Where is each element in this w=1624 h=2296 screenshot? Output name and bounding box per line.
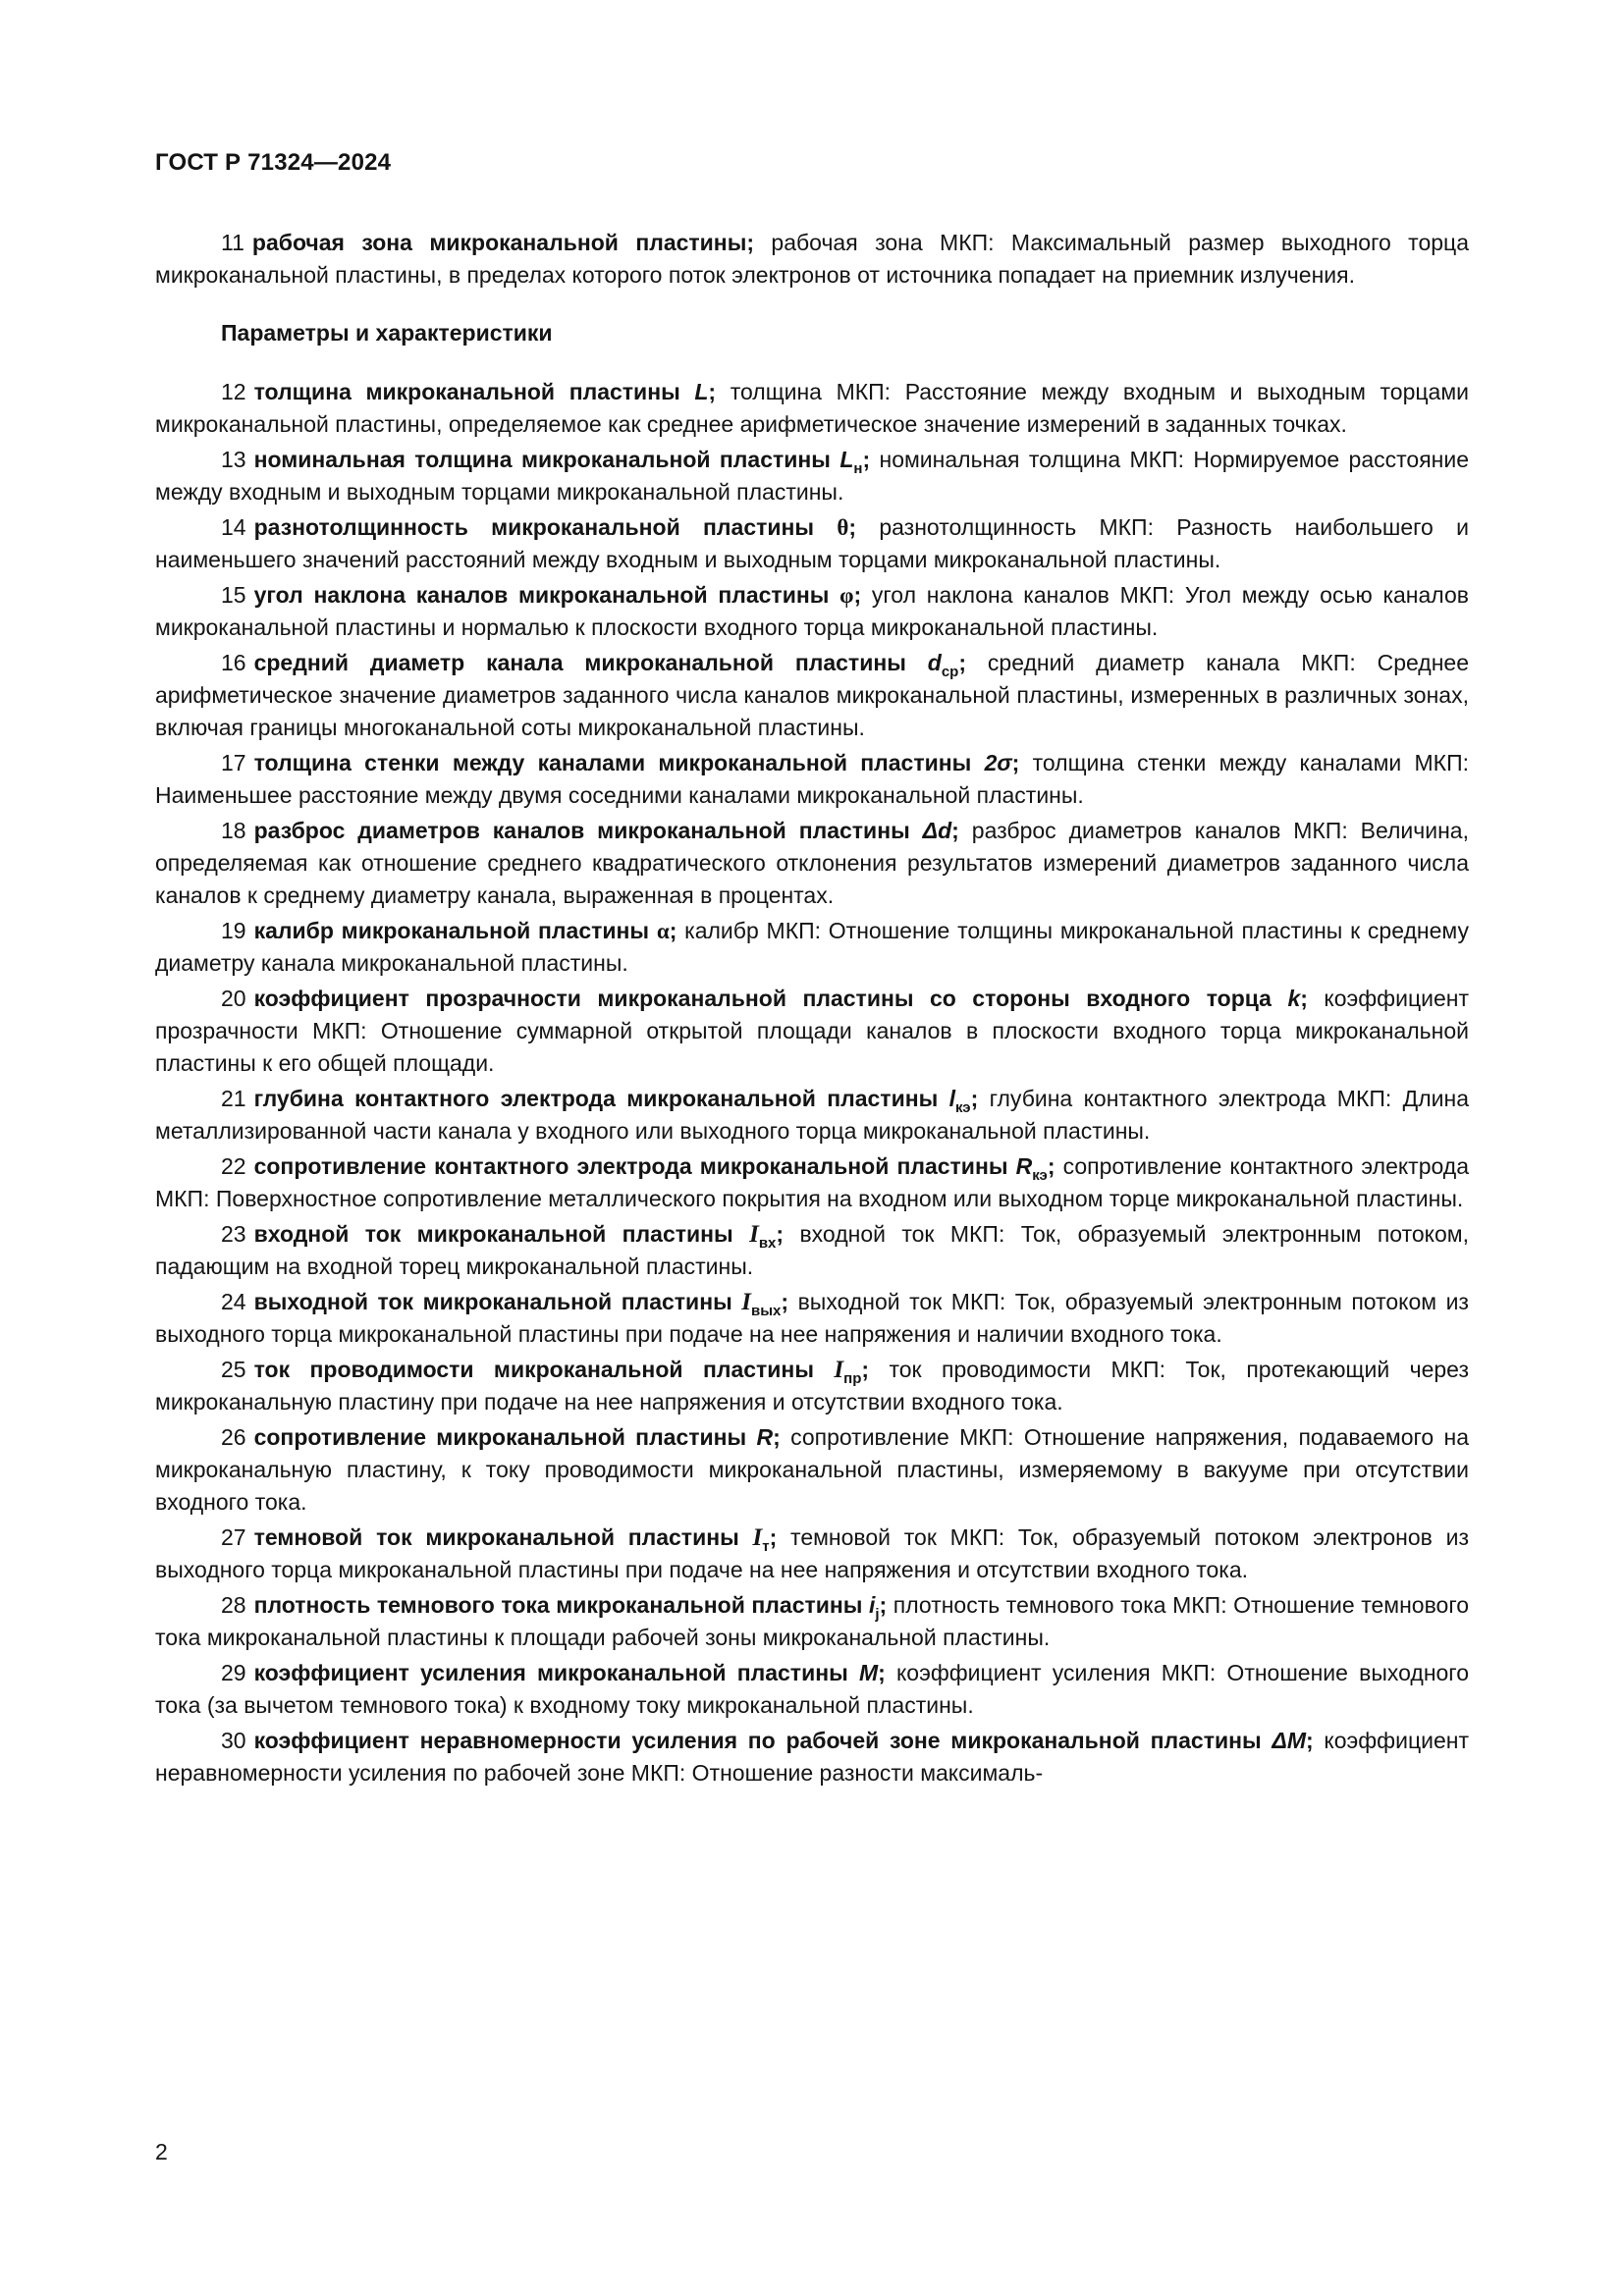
entry-number: 19 [221,918,246,943]
entry-term: разброс диаметров каналов микроканальной пластины [253,818,923,843]
entry-definition: номинальная толщина МКП: Нормируемое расстояние между входным и выходным торцами микроканальной пластины. [155,447,1469,505]
entry-term-terminator: ; [1047,1153,1056,1179]
entry-number: 11 [221,230,244,255]
entry-definition: входной ток МКП: Ток, образуемый электронным потоком, падающим на входной торец микроканальной пластины. [155,1221,1469,1279]
entry-symbol: L [839,447,854,472]
entry-number: 28 [221,1592,246,1618]
entry-symbol: R [1015,1153,1033,1179]
term-entry-20 [155,983,1469,1080]
entry-symbol-subscript: кэ [955,1099,971,1116]
term-entry-13 [155,444,1469,508]
entry-symbol: I [741,1289,751,1315]
entry-term: ток проводимости микроканальной пластины [253,1357,835,1382]
entry-number: 13 [221,447,246,472]
entry-number: 21 [221,1086,246,1111]
entry-term-terminator: ; [1300,986,1308,1011]
entry-number: 12 [221,379,246,404]
entry-symbol-subscript: пр [843,1370,862,1387]
entry-number: 24 [221,1289,246,1314]
entry-term-terminator: ; [853,582,862,608]
entry-term: рабочая зона микроканальной пластины; [251,230,755,255]
entry-definition: разнотолщинность МКП: Разность наибольшего и наименьшего значений расстояний между входным и выходным торцами микроканальной пластины. [155,514,1470,572]
entry-symbol: θ [837,515,849,540]
entry-symbol: α [656,919,670,943]
entry-definition: коэффициент усиления МКП: Отношение выходного тока (за вычетом темнового тока) к входному току микроканальной пластины. [155,1660,1469,1718]
document-header: ГОСТ Р 71324—2024 [155,149,392,176]
entry-term: номинальная толщина микроканальной пластины [253,447,840,472]
term-entry-17 [155,747,1469,812]
term-entry-26 [155,1421,1469,1519]
entry-definition: калибр МКП: Отношение толщины микроканальной пластины к среднему диаметру канала микроканальной пластины. [155,918,1469,976]
entry-number: 17 [221,750,246,775]
term-entry-16 [155,647,1469,744]
entry-term-terminator: ; [669,918,677,943]
entry-symbol: φ [839,583,854,608]
entry-term-terminator: ; [1306,1728,1314,1753]
entry-definition: рабочая зона МКП: Максимальный размер выходного торца микроканальной пластины, в пределах которого поток электронов от источника попадает на приемник излучения. [155,230,1469,288]
entry-number: 14 [221,514,246,540]
page-number: 2 [155,2139,168,2164]
entry-definition: коэффициент прозрачности МКП: Отношение суммарной открытой площади каналов в плоскости входного торца микроканальной пластины к его общей площади. [155,986,1469,1076]
term-entry-22 [155,1150,1469,1215]
entry-symbol-subscript: вх [758,1235,777,1252]
entry-number: 29 [221,1660,246,1685]
entry-symbol: Δd [922,818,952,843]
term-entry-28 [155,1589,1469,1654]
entry-definition: ток проводимости МКП: Ток, протекающий через микроканальную пластину при подаче на нее напряжения и отсутствии входного тока. [155,1357,1469,1415]
entry-term: толщина стенки между каналами микроканальной пластины [253,750,985,775]
entry-definition: угол наклона каналов МКП: Угол между осью каналов микроканальной пластины и нормалью к плоскости входного торца микроканальной пластины. [155,582,1469,640]
entry-term-terminator: ; [1011,750,1020,775]
term-entry-11 [155,227,1469,292]
entry-symbol-subscript: j [875,1606,880,1623]
entry-term-terminator: ; [776,1221,785,1247]
entry-term: сопротивление контактного электрода микроканальной пластины [253,1153,1016,1179]
entry-term-terminator: ; [878,1660,886,1685]
term-entry-list [155,376,1469,1789]
term-entry-19 [155,915,1469,980]
document-body [155,227,1469,1792]
entry-term: угол наклона каналов микроканальной пластины [253,582,840,608]
term-entry-30 [155,1725,1469,1789]
entry-term: коэффициент неравномерности усиления по рабочей зоне микроканальной пластины [253,1728,1272,1753]
entry-definition: коэффициент неравномерности усиления по рабочей зоне МКП: Отношение разности максималь- [155,1728,1469,1786]
entry-symbol-subscript: н [853,460,863,477]
term-entry-24 [155,1286,1469,1351]
entry-term-terminator: ; [970,1086,979,1111]
term-entry-21 [155,1083,1469,1148]
entry-term: темновой ток микроканальной пластины [253,1524,753,1550]
entry-number: 23 [221,1221,246,1247]
entry-symbol: L [694,379,709,404]
entry-term-terminator: ; [861,1357,870,1382]
entry-symbol: I [752,1524,763,1551]
entry-definition: выходной ток МКП: Ток, образуемый электронным потоком из выходного торца микроканальной пластины при подаче на нее напряжения и наличии входного тока. [155,1289,1469,1347]
entry-symbol: l [948,1086,955,1111]
entry-definition: толщина МКП: Расстояние между входным и выходным торцами микроканальной пластины, определяемое как среднее арифметическое значение измерений в заданных точках. [155,379,1469,437]
entry-term: разнотолщинность микроканальной пластины [253,514,838,540]
term-entry-23 [155,1218,1469,1283]
entry-definition: средний диаметр канала МКП: Среднее арифметическое значение диаметров заданного числа каналов микроканальной пластины, измеренных в различных зонах, включая границы многоканальной соты микроканальной пластины. [155,650,1469,740]
entry-number: 15 [221,582,246,608]
entry-definition: сопротивление МКП: Отношение напряжения, подаваемого на микроканальную пластину, к току проводимости микроканальной пластины, измеряемому в вакууме при отсутствии входного тока. [155,1424,1469,1515]
entry-number: 18 [221,818,246,843]
entry-symbol: I [834,1357,844,1383]
term-entry-27 [155,1522,1469,1586]
term-entry-15 [155,579,1469,644]
entry-symbol: k [1287,986,1301,1011]
entry-term-terminator: ; [773,1424,781,1450]
entry-term-terminator: ; [862,447,871,472]
entry-number: 25 [221,1357,246,1382]
entry-number: 16 [221,650,246,675]
entry-term: выходной ток микроканальной пластины [253,1289,742,1314]
entry-definition: темновой ток МКП: Ток, образуемый потоком электронов из выходного торца микроканальной пластины при подаче на нее напряжения и отсутствии входного тока. [155,1524,1469,1582]
entry-term: входной ток микроканальной пластины [253,1221,750,1247]
term-entry-18 [155,815,1469,912]
entry-symbol: I [749,1221,759,1248]
entry-symbol: M [858,1660,879,1685]
entry-symbol: 2σ [984,750,1012,775]
entry-term: калибр микроканальной пластины [253,918,657,943]
entry-number: 20 [221,986,246,1011]
entry-term: глубина контактного электрода микроканальной пластины [253,1086,949,1111]
term-entry-25 [155,1354,1469,1418]
entry-term: сопротивление микроканальной пластины [253,1424,757,1450]
entry-symbol: R [756,1424,774,1450]
entry-term: толщина микроканальной пластины [253,379,695,404]
entry-number: 27 [221,1524,246,1550]
entry-term: средний диаметр канала микроканальной пластины [253,650,928,675]
entry-number: 30 [221,1728,246,1753]
entry-term: коэффициент усиления микроканальной пластины [253,1660,859,1685]
term-entry-12 [155,376,1469,441]
entry-term-terminator: ; [769,1524,778,1550]
entry-symbol-subscript: кэ [1032,1167,1048,1184]
entry-term-terminator: ; [951,818,959,843]
entry-term: плотность темнового тока микроканальной пластины [253,1592,869,1618]
entry-term-terminator: ; [958,650,967,675]
entry-definition: разброс диаметров каналов МКП: Величина, определяемая как отношение среднего квадратического отклонения результатов измерений диаметров заданного числа каналов к среднему диаметру канала, выраженная в процентах. [155,818,1469,908]
entry-symbol-subscript: т [762,1538,770,1555]
entry-symbol: d [927,650,942,675]
entry-term-terminator: ; [879,1592,888,1618]
entry-definition: сопротивление контактного электрода МКП: Поверхностное сопротивление металлического покрытия на входном или выходном торце микроканальной пластины. [155,1153,1469,1211]
entry-definition: плотность темнового тока МКП: Отношение темнового тока микроканальной пластины к площади рабочей зоны микроканальной пластины. [155,1592,1470,1650]
term-entry-29 [155,1657,1469,1722]
entry-term: коэффициент прозрачности микроканальной пластины со стороны входного торца [253,986,1288,1011]
entry-symbol-subscript: вых [751,1303,782,1319]
entry-symbol: i [868,1592,876,1618]
section-heading: Параметры и характеристики [221,320,553,346]
entry-number: 22 [221,1153,246,1179]
entry-definition: глубина контактного электрода МКП: Длина металлизированной части канала у входного или выходного торца микроканальной пластины. [155,1086,1469,1144]
entry-term-terminator: ; [708,379,717,404]
term-entry-14 [155,511,1469,576]
entry-number: 26 [221,1424,246,1450]
entry-symbol-subscript: ср [941,664,959,680]
entry-symbol: ΔM [1272,1728,1306,1753]
entry-term-terminator: ; [848,514,857,540]
entry-term-terminator: ; [781,1289,789,1314]
entry-definition: толщина стенки между каналами МКП: Наименьшее расстояние между двумя соседними каналами микроканальной пластины. [155,750,1469,808]
